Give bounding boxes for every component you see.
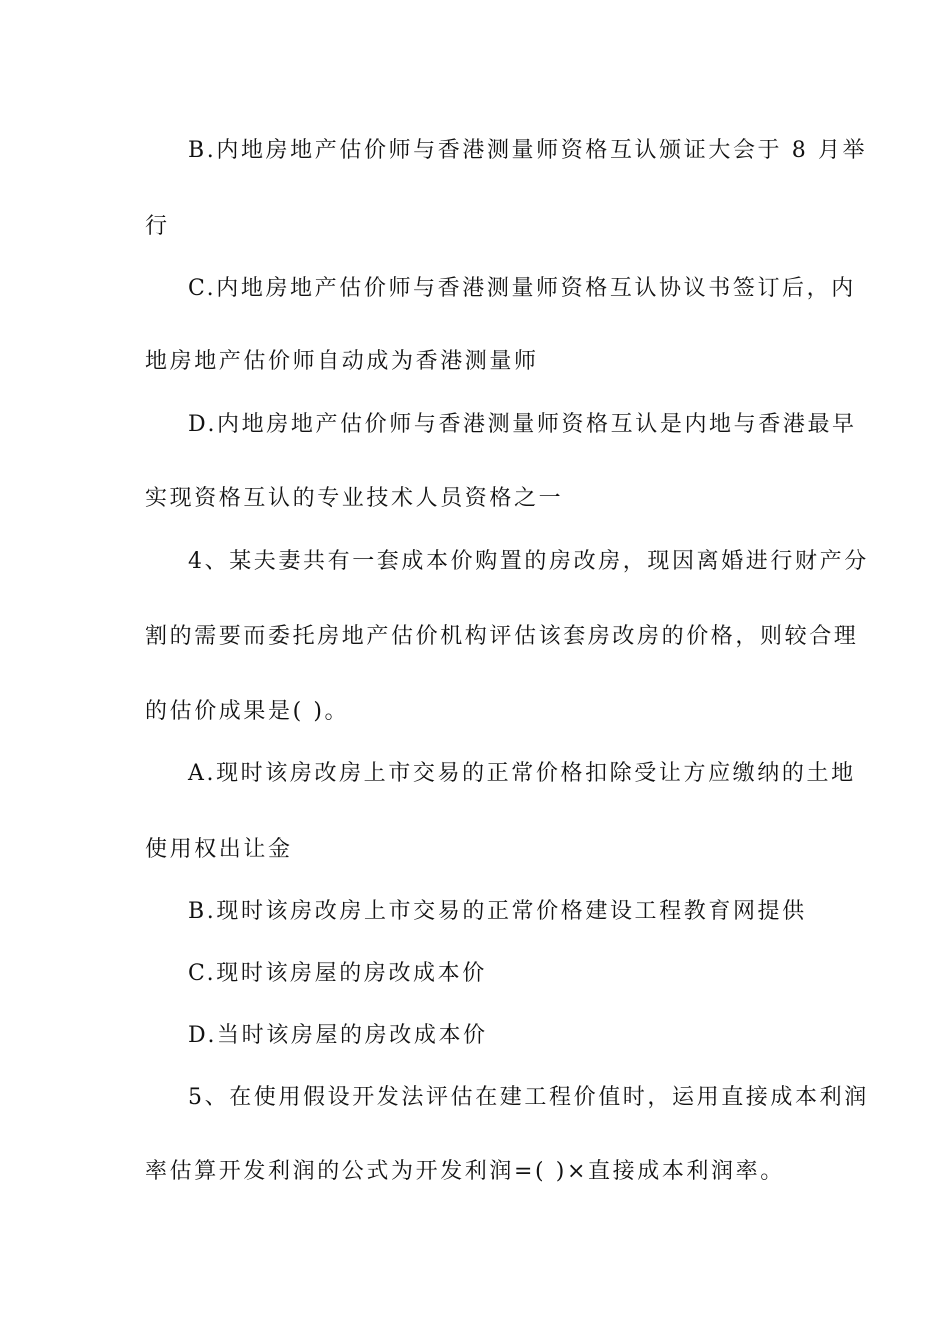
q4-option-d: D.当时该房屋的房改成本价 (188, 1023, 488, 1048)
q5-stem-line-2: 率估算开发利润的公式为开发利润=( )×直接成本利润率。 (145, 1159, 785, 1184)
q4-stem-line-2: 割的需要而委托房地产估价机构评估该套房改房的价格，则较合理 (145, 624, 859, 649)
q4-stem-line-3: 的估价成果是( )。 (145, 699, 350, 724)
q3-option-c-line-1: C.内地房地产估价师与香港测量师资格互认协议书签订后，内 (188, 276, 856, 301)
q3-option-d-line-2: 实现资格互认的专业技术人员资格之一 (145, 486, 564, 511)
q4-option-c: C.现时该房屋的房改成本价 (188, 961, 487, 986)
q4-option-a-line-1: A.现时该房改房上市交易的正常价格扣除受让方应缴纳的土地 (188, 761, 856, 786)
q4-stem-line-1: 4、某夫妻共有一套成本价购置的房改房，现因离婚进行财产分 (188, 549, 869, 574)
q3-option-d-line-1: D.内地房地产估价师与香港测量师资格互认是内地与香港最早 (188, 412, 857, 437)
q3-option-c-line-2: 地房地产估价师自动成为香港测量师 (145, 349, 539, 374)
q3-option-b-line-1: B.内地房地产估价师与香港测量师资格互认颁证大会于 8 月举 (188, 138, 868, 163)
q4-option-a-line-2: 使用权出让金 (145, 837, 293, 862)
q4-option-b: B.现时该房改房上市交易的正常价格建设工程教育网提供 (188, 899, 807, 924)
q5-stem-line-1: 5、在使用假设开发法评估在建工程价值时，运用直接成本利润 (188, 1085, 869, 1110)
q3-option-b-line-2: 行 (145, 214, 170, 239)
